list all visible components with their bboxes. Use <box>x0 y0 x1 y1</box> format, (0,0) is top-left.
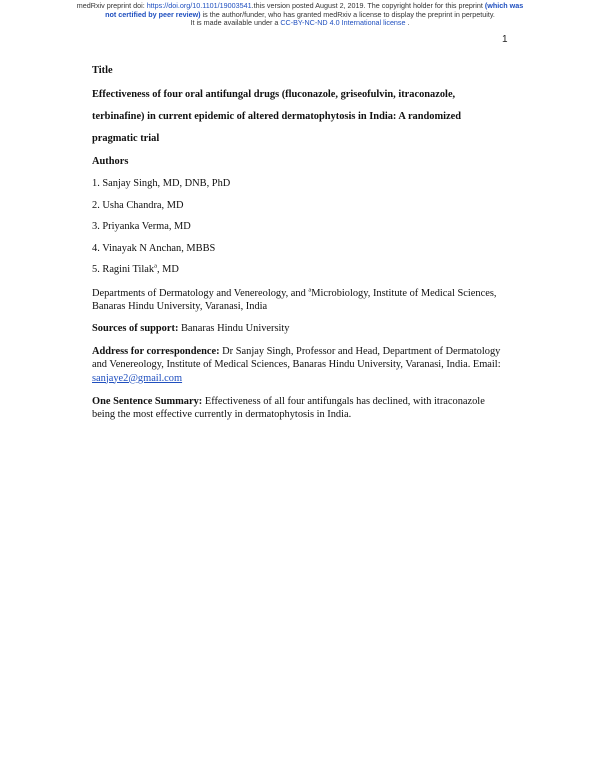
affiliation-marker: a <box>154 262 157 270</box>
summary-label: One Sentence Summary: <box>92 395 203 407</box>
author-item: 3. Priyanka Verma, MD <box>92 221 191 232</box>
correspondence-value: Dr Sanjay Singh, Professor and Head, Department of Dermatology and Venereology, Institute of Medical Sciences, Banaras Hindu University, Varanasi, India. Email: <box>92 346 501 371</box>
banner-text: .this version posted August 2, 2019. The copyright holder for this preprint <box>251 1 485 10</box>
doi-link[interactable]: https://doi.org/10.1101/19003541 <box>146 1 252 10</box>
correspondence-label: Address for correspondence: <box>92 346 220 358</box>
author-name: 5. Ragini Tilak <box>92 264 155 275</box>
paper-body <box>92 65 502 421</box>
departments-text: Microbiology, Institute of Medical Sciences, Banaras Hindu University, Varanasi, India <box>92 287 497 312</box>
author-degree: , MD <box>156 264 179 275</box>
author-item <box>92 259 502 281</box>
banner-line-3 <box>0 19 600 28</box>
sources-of-support <box>92 322 502 335</box>
summary-value: Effectiveness of all four antifungals has declined, with itraconazole being the most effective currently in dermatophytosis in India. <box>92 395 485 420</box>
affiliation-marker: a <box>308 286 312 294</box>
page-number: 1 <box>502 34 508 45</box>
address-for-correspondence <box>92 345 502 385</box>
departments-text: Departments of Dermatology and Venereology, and <box>92 287 309 299</box>
email-link[interactable]: sanjaye2@gmail.com <box>92 372 183 384</box>
banner-text: . <box>405 18 410 28</box>
one-sentence-summary <box>92 395 502 421</box>
authors-heading: Authors <box>92 156 129 167</box>
peer-review-warning: not certified by peer review) <box>105 9 201 19</box>
peer-review-warning: (which was <box>484 1 524 10</box>
banner-text: medRxiv preprint doi: <box>76 1 147 10</box>
banner-text: It is made available under a <box>190 18 281 28</box>
author-item: 1. Sanjay Singh, MD, DNB, PhD <box>92 178 231 189</box>
departments-affiliation <box>92 287 502 313</box>
title-heading: Title <box>92 65 113 76</box>
license-link[interactable]: CC-BY-NC-ND 4.0 International license <box>280 18 406 28</box>
banner-text: is the author/funder, who has granted medRxiv a license to display the preprint in perpetuity. <box>200 9 495 19</box>
author-item: 2. Usha Chandra, MD <box>92 199 184 211</box>
author-list <box>92 173 502 281</box>
support-label: Sources of support: <box>92 322 179 334</box>
paper-title: Effectiveness of four oral antifungal drugs (fluconazole, griseofulvin, itraconazole, terbinafine) in current epidemic of altered dermatophytosis in India: A randomized pragmatic trial <box>92 89 462 144</box>
preprint-banner <box>0 2 600 28</box>
author-item: 4. Vinayak N Anchan, MBBS <box>92 242 216 254</box>
support-value: Banaras Hindu University <box>178 322 290 334</box>
